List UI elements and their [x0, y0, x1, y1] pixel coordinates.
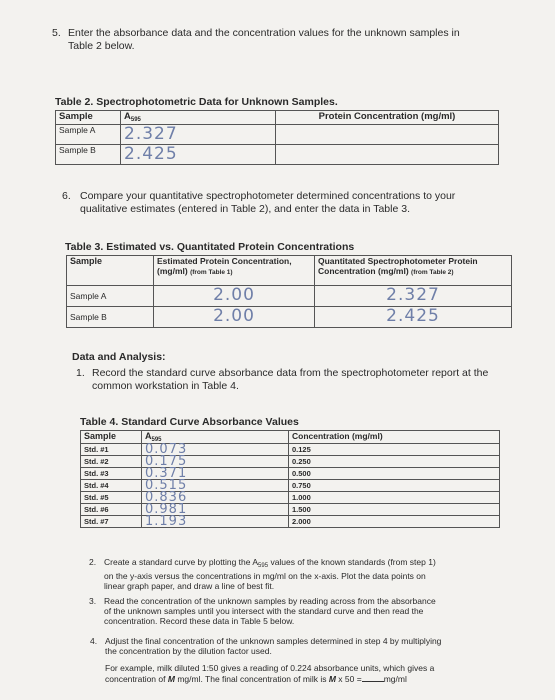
table4	[80, 430, 500, 528]
table3-col-quant-line2: Concentration (mg/ml)	[318, 266, 409, 276]
analysis-step1-number: 1.	[76, 367, 85, 379]
q6-text-line1: Compare your quantitative spectrophotometer determined concentrations to your	[80, 190, 456, 202]
table3-row-b-sample: Sample B	[67, 307, 154, 328]
table2-col-abs-label: A	[124, 111, 131, 122]
step2-number: 2.	[89, 557, 97, 567]
analysis-step1-text	[92, 367, 522, 393]
table4-row-2-conc: 0.250	[289, 456, 500, 468]
step2-text	[104, 557, 524, 591]
table3-col-est	[154, 256, 315, 286]
step2-line1a: Create a standard curve by plotting the A	[104, 557, 259, 567]
table4-row-5-sample: Std. #5	[81, 492, 142, 504]
table2	[55, 110, 499, 165]
table3-row-b-quant: 2.425	[315, 307, 512, 328]
table4-col-sample: Sample	[81, 431, 142, 444]
q5-text	[68, 27, 538, 53]
table4-row-7-abs: 1.193	[142, 516, 289, 528]
table-row	[81, 444, 500, 456]
table3-col-est-line1: Estimated Protein Concentration,	[157, 256, 292, 266]
table4-row-3-sample: Std. #3	[81, 468, 142, 480]
analysis-step1-line1: Record the standard curve absorbance data from the spectrophotometer report at the	[92, 367, 489, 379]
table4-row-5-conc: 1.000	[289, 492, 500, 504]
step3-line3: concentration. Record these data in Table 5 below.	[104, 616, 295, 626]
table3-row-a-quant: 2.327	[315, 286, 512, 307]
q5-text-line1: Enter the absorbance data and the concentration values for the unknown samples in	[68, 27, 460, 39]
table3-col-est-line2: (mg/ml)	[157, 266, 188, 276]
table4-row-7-sample: Std. #7	[81, 516, 142, 528]
table4-row-1-sample: Std. #1	[81, 444, 142, 456]
table-row	[81, 468, 500, 480]
q6-text	[80, 190, 520, 216]
table-row	[81, 456, 500, 468]
table4-row-5-abs: 0.836	[142, 492, 289, 504]
example-line2b: mg/ml. The final concentration of milk is	[177, 674, 327, 684]
table-row	[81, 492, 500, 504]
example-blank	[362, 673, 384, 682]
table3-row-b-est: 2.00	[154, 307, 315, 328]
table3-row-a-est: 2.00	[154, 286, 315, 307]
analysis-heading: Data and Analysis:	[72, 351, 166, 363]
table3-title: Table 3. Estimated vs. Quantitated Protein Concentrations	[65, 241, 355, 253]
table2-header-row	[56, 111, 499, 125]
table2-row-a-conc	[276, 125, 499, 145]
example-text	[105, 663, 525, 684]
table3-col-est-note: (from Table 1)	[190, 269, 233, 276]
example-line1: For example, milk diluted 1:50 gives a reading of 0.224 absorbance units, which gives a	[105, 663, 435, 673]
step3-line2: of the unknown samples until you intersect with the standard curve and then read the	[104, 606, 424, 616]
table4-title: Table 4. Standard Curve Absorbance Values	[80, 416, 299, 428]
table-row	[81, 504, 500, 516]
table4-row-4-abs: 0.515	[142, 480, 289, 492]
q6-text-line2: qualitative estimates (entered in Table 2), and enter the data in Table 3.	[80, 203, 410, 215]
table2-title: Table 2. Spectrophotometric Data for Unknown Samples.	[55, 96, 338, 108]
table-row	[56, 125, 499, 145]
step2-line3: linear graph paper, and draw a line of best fit.	[104, 581, 275, 591]
step2-line2: on the y-axis versus the concentrations in mg/ml on the x-axis. Plot the data points on	[104, 571, 426, 581]
table-row	[67, 307, 512, 328]
table4-row-6-conc: 1.500	[289, 504, 500, 516]
table3-col-quant	[315, 256, 512, 286]
table2-col-sample: Sample	[56, 111, 121, 125]
table-row	[67, 286, 512, 307]
table4-header-row	[81, 431, 500, 444]
table2-col-conc: Protein Concentration (mg/ml)	[276, 111, 499, 125]
q6-number: 6.	[62, 190, 71, 202]
table4-row-3-conc: 0.500	[289, 468, 500, 480]
table4-row-1-conc: 0.125	[289, 444, 500, 456]
step3-number: 3.	[89, 596, 97, 606]
example-unit: mg/ml	[383, 674, 407, 684]
table2-col-abs	[121, 111, 276, 125]
table4-row-3-abs: 0.371	[142, 468, 289, 480]
table4-row-2-sample: Std. #2	[81, 456, 142, 468]
table3-col-sample: Sample	[67, 256, 154, 286]
table3	[66, 255, 512, 328]
step3-line1: Read the concentration of the unknown samples by reading across from the absorbance	[104, 596, 436, 606]
table-row	[81, 480, 500, 492]
step4-line1: Adjust the final concentration of the unknown samples determined in step 4 by multiplying	[105, 636, 442, 646]
table4-row-6-sample: Std. #6	[81, 504, 142, 516]
table4-row-1-abs: 0.073	[142, 444, 289, 456]
step4-text	[105, 636, 525, 656]
q5-number: 5.	[52, 27, 61, 39]
table3-header-row	[67, 256, 512, 286]
table2-row-b-abs: 2.425	[121, 145, 276, 165]
table4-col-abs-sub: 595	[151, 437, 162, 443]
step2-line1b: values of the known standards (from step 1)	[270, 557, 436, 567]
table2-row-b-conc	[276, 145, 499, 165]
step4-number: 4.	[90, 636, 98, 646]
example-line2c: x 50 =	[338, 674, 362, 684]
table4-row-2-abs: 0.175	[142, 456, 289, 468]
q5-text-line2: Table 2 below.	[68, 40, 135, 52]
table2-col-abs-sub: 595	[130, 117, 141, 123]
table4-row-6-abs: 0.981	[142, 504, 289, 516]
table3-col-quant-line1: Quantitated Spectrophotometer Protein	[318, 256, 478, 266]
example-m1: M	[167, 674, 175, 684]
table2-row-b-sample: Sample B	[56, 145, 121, 165]
table-row	[81, 516, 500, 528]
table4-col-abs-label: A	[145, 431, 152, 441]
table-row	[56, 145, 499, 165]
step2-sub: 595	[258, 563, 269, 569]
table2-row-a-sample: Sample A	[56, 125, 121, 145]
example-m2: M	[328, 674, 336, 684]
table4-row-4-conc: 0.750	[289, 480, 500, 492]
step3-text	[104, 596, 524, 626]
table4-row-7-conc: 2.000	[289, 516, 500, 528]
table3-col-quant-note: (from Table 2)	[411, 269, 454, 276]
table2-row-a-abs: 2.327	[121, 125, 276, 145]
table4-col-conc: Concentration (mg/ml)	[289, 431, 500, 444]
step4-line2: the concentration by the dilution factor used.	[105, 646, 272, 656]
table3-row-a-sample: Sample A	[67, 286, 154, 307]
example-line2a: concentration of	[105, 674, 166, 684]
analysis-step1-line2: common workstation in Table 4.	[92, 380, 239, 392]
table4-row-4-sample: Std. #4	[81, 480, 142, 492]
